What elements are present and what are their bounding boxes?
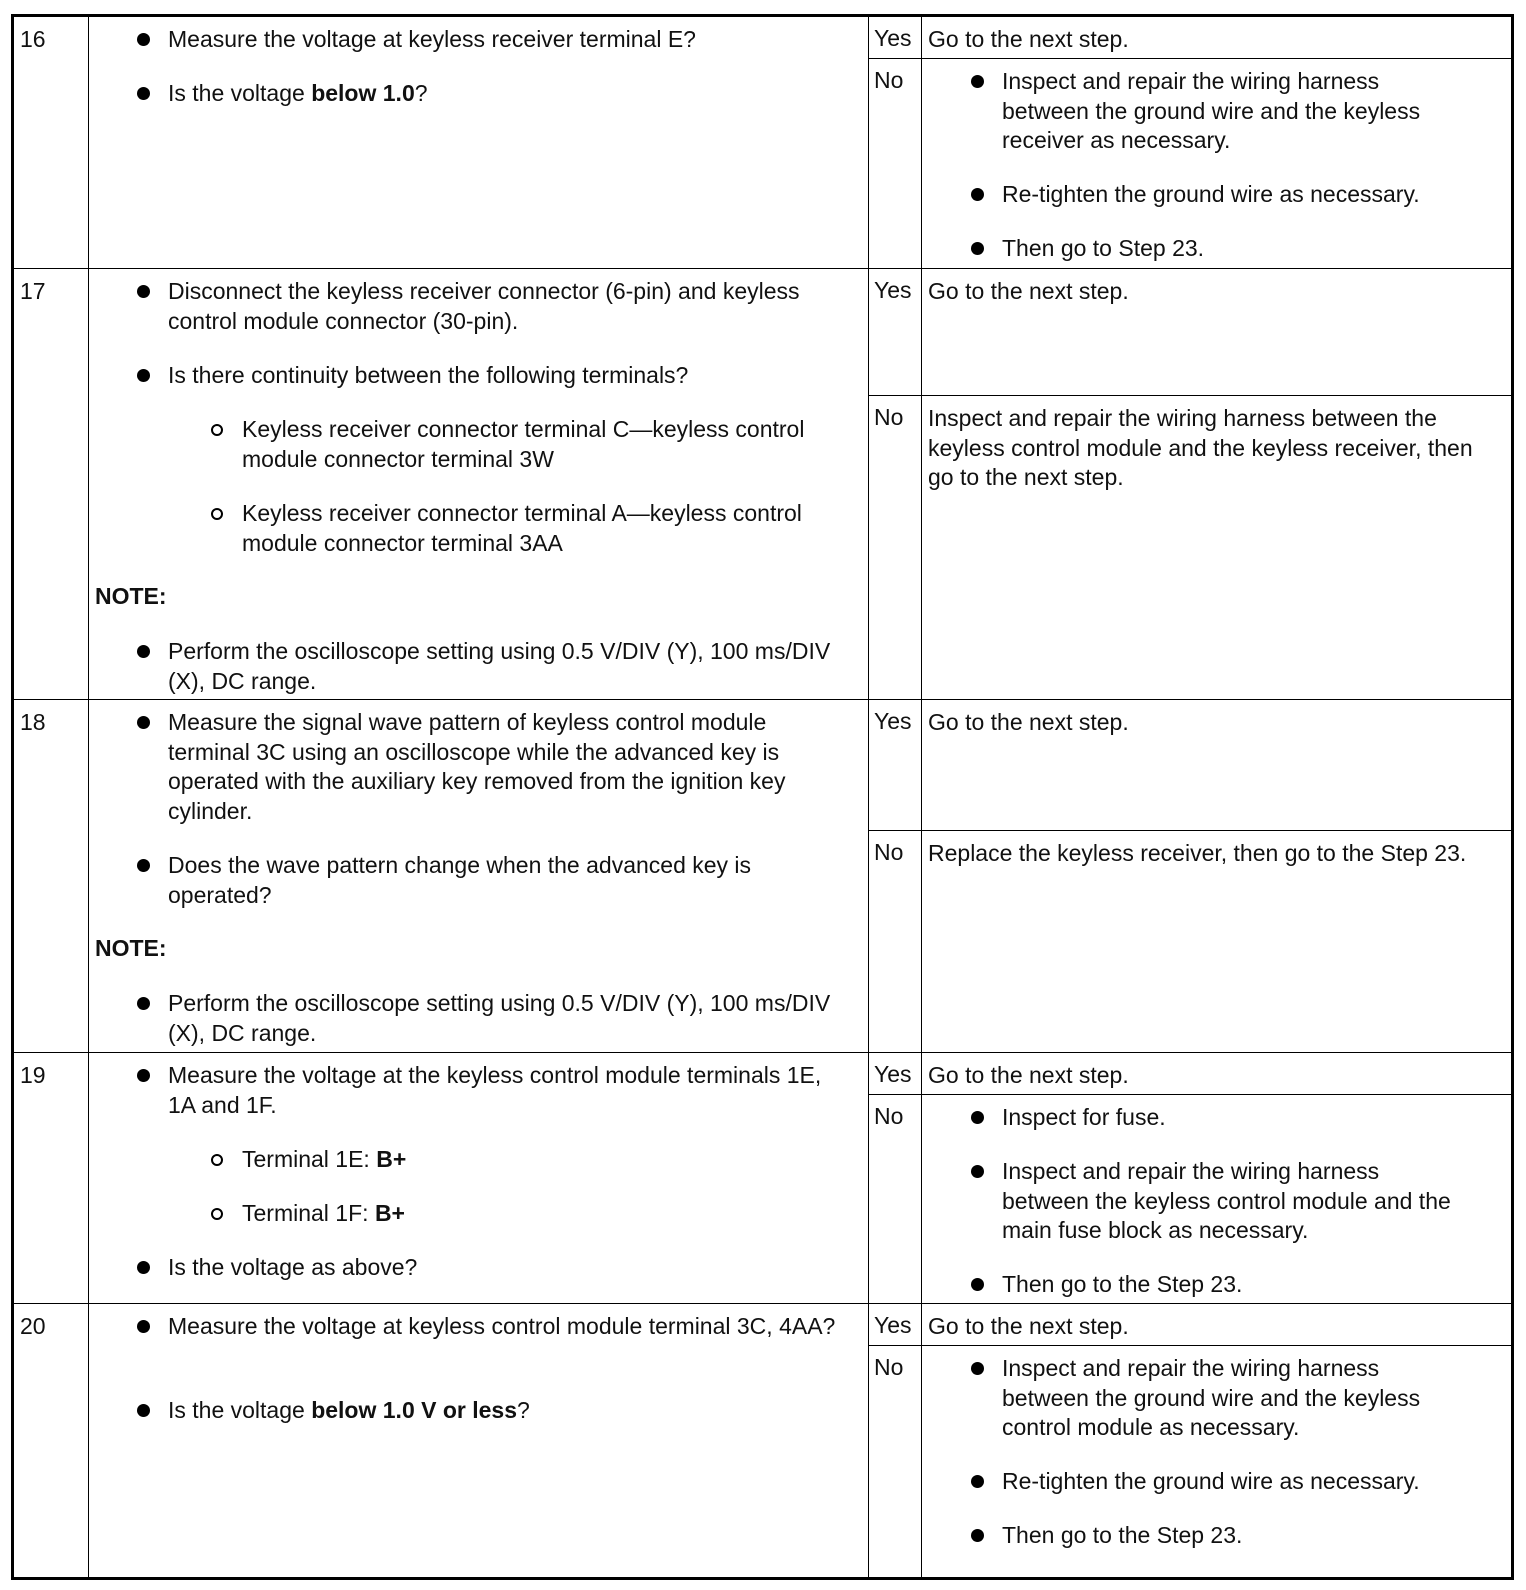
no-item: Then go to the Step 23.	[1002, 1270, 1472, 1300]
yes-cell	[869, 1053, 1511, 1094]
yes-cell	[869, 1304, 1511, 1345]
bullet-icon	[137, 33, 150, 46]
note-heading: NOTE:	[95, 583, 167, 609]
yes-label: Yes	[869, 269, 922, 395]
action-bullet: Perform the oscilloscope setting using 0.5 V/DIV (Y), 100 ms/DIV (X), DC range.	[168, 637, 848, 696]
no-text: Replace the keyless receiver, then go to the Step 23.	[928, 840, 1467, 866]
no-label: No	[869, 59, 922, 268]
action-cell	[89, 1053, 869, 1303]
bullet-icon	[971, 1362, 984, 1375]
no-item: Inspect and repair the wiring harness between the ground wire and the keyless control module as necessary.	[1002, 1354, 1472, 1443]
action-subbullet: Keyless receiver connector terminal A—keyless control module connector terminal 3AA	[242, 499, 812, 558]
yes-text: Go to the next step.	[928, 709, 1129, 735]
action-subbullet: Keyless receiver connector terminal C—keyless control module connector terminal 3W	[242, 415, 812, 474]
no-label: No	[869, 831, 922, 1052]
no-label: No	[869, 396, 922, 699]
yes-cell	[869, 269, 1511, 395]
bullet-icon	[971, 188, 984, 201]
action-bullet: Measure the signal wave pattern of keyless control module terminal 3C using an oscilloscope while the advanced key is operated with the auxiliary key removed from the ignition key cylinder.	[168, 708, 848, 826]
bullet-icon	[971, 1111, 984, 1124]
bullet-icon	[137, 1069, 150, 1082]
no-item: Inspect and repair the wiring harness between the ground wire and the keyless receiver as necessary.	[1002, 67, 1472, 156]
action-subbullet: Terminal 1F: B+	[242, 1199, 812, 1229]
circle-bullet-icon	[211, 1154, 223, 1166]
bullet-icon	[137, 716, 150, 729]
action-cell	[89, 269, 869, 699]
yes-text: Go to the next step.	[928, 278, 1129, 304]
bullet-icon	[971, 75, 984, 88]
note-heading: NOTE:	[95, 935, 167, 961]
action-bullet: Is the voltage below 1.0 V or less?	[168, 1396, 848, 1426]
no-item: Re-tighten the ground wire as necessary.	[1002, 180, 1472, 210]
no-item: Then go to Step 23.	[1002, 234, 1472, 264]
no-item: Then go to the Step 23.	[1002, 1521, 1472, 1551]
bullet-icon	[137, 369, 150, 382]
bullet-icon	[137, 1320, 150, 1333]
bullet-icon	[137, 645, 150, 658]
yes-label: Yes	[869, 17, 922, 58]
no-cell	[869, 58, 1511, 268]
action-bullet: Perform the oscilloscope setting using 0.5 V/DIV (Y), 100 ms/DIV (X), DC range.	[168, 989, 848, 1048]
action-cell	[89, 700, 869, 1052]
action-bullet: Is there continuity between the following terminals?	[168, 361, 848, 391]
action-cell	[89, 17, 869, 268]
no-cell	[869, 395, 1511, 699]
bullet-icon	[971, 242, 984, 255]
step-number: 20	[14, 1304, 89, 1577]
action-bullet: Is the voltage as above?	[168, 1253, 848, 1283]
yes-cell	[869, 700, 1511, 830]
no-item: Inspect and repair the wiring harness between the keyless control module and the main fuse block as necessary.	[1002, 1157, 1472, 1246]
no-label: No	[869, 1346, 922, 1577]
action-bullet: Does the wave pattern change when the advanced key is operated?	[168, 851, 848, 910]
yes-label: Yes	[869, 700, 922, 830]
yes-text: Go to the next step.	[928, 1313, 1129, 1339]
no-label: No	[869, 1095, 922, 1303]
table-row	[14, 699, 1511, 1052]
no-cell	[869, 1094, 1511, 1303]
circle-bullet-icon	[211, 1208, 223, 1220]
no-cell	[869, 1345, 1511, 1577]
no-item: Inspect for fuse.	[1002, 1103, 1472, 1133]
bullet-icon	[971, 1475, 984, 1488]
circle-bullet-icon	[211, 424, 223, 436]
bullet-icon	[137, 87, 150, 100]
table-row	[14, 1303, 1511, 1577]
step-number: 16	[14, 17, 89, 268]
action-bullet: Measure the voltage at keyless receiver terminal E?	[168, 25, 848, 55]
bullet-icon	[137, 285, 150, 298]
bullet-icon	[137, 859, 150, 872]
bullet-icon	[971, 1165, 984, 1178]
action-bullet: Measure the voltage at the keyless control module terminals 1E, 1A and 1F.	[168, 1061, 848, 1120]
step-number: 19	[14, 1053, 89, 1303]
action-bullet: Disconnect the keyless receiver connector (6-pin) and keyless control module connector (30-pin).	[168, 277, 808, 336]
no-text: Inspect and repair the wiring harness between the keyless control module and the keyless receiver, then go to the next step.	[928, 405, 1473, 490]
no-item: Re-tighten the ground wire as necessary.	[1002, 1467, 1472, 1497]
circle-bullet-icon	[211, 508, 223, 520]
yes-label: Yes	[869, 1053, 922, 1094]
no-cell	[869, 830, 1511, 1052]
step-number: 18	[14, 700, 89, 1052]
bullet-icon	[971, 1529, 984, 1542]
yes-label: Yes	[869, 1304, 922, 1345]
step-number: 17	[14, 269, 89, 699]
table-row	[14, 1052, 1511, 1303]
bullet-icon	[137, 1261, 150, 1274]
bullet-icon	[137, 1404, 150, 1417]
bullet-icon	[137, 997, 150, 1010]
action-bullet: Measure the voltage at keyless control module terminal 3C, 4AA?	[168, 1312, 848, 1342]
yes-text: Go to the next step.	[928, 1062, 1129, 1088]
action-cell	[89, 1304, 869, 1577]
bullet-icon	[971, 1278, 984, 1291]
action-subbullet: Terminal 1E: B+	[242, 1145, 812, 1175]
action-bullet: Is the voltage below 1.0?	[168, 79, 848, 109]
diagnostic-table	[11, 14, 1514, 1580]
table-row	[14, 17, 1511, 268]
table-row	[14, 268, 1511, 699]
yes-text: Go to the next step.	[928, 26, 1129, 52]
yes-cell	[869, 17, 1511, 58]
